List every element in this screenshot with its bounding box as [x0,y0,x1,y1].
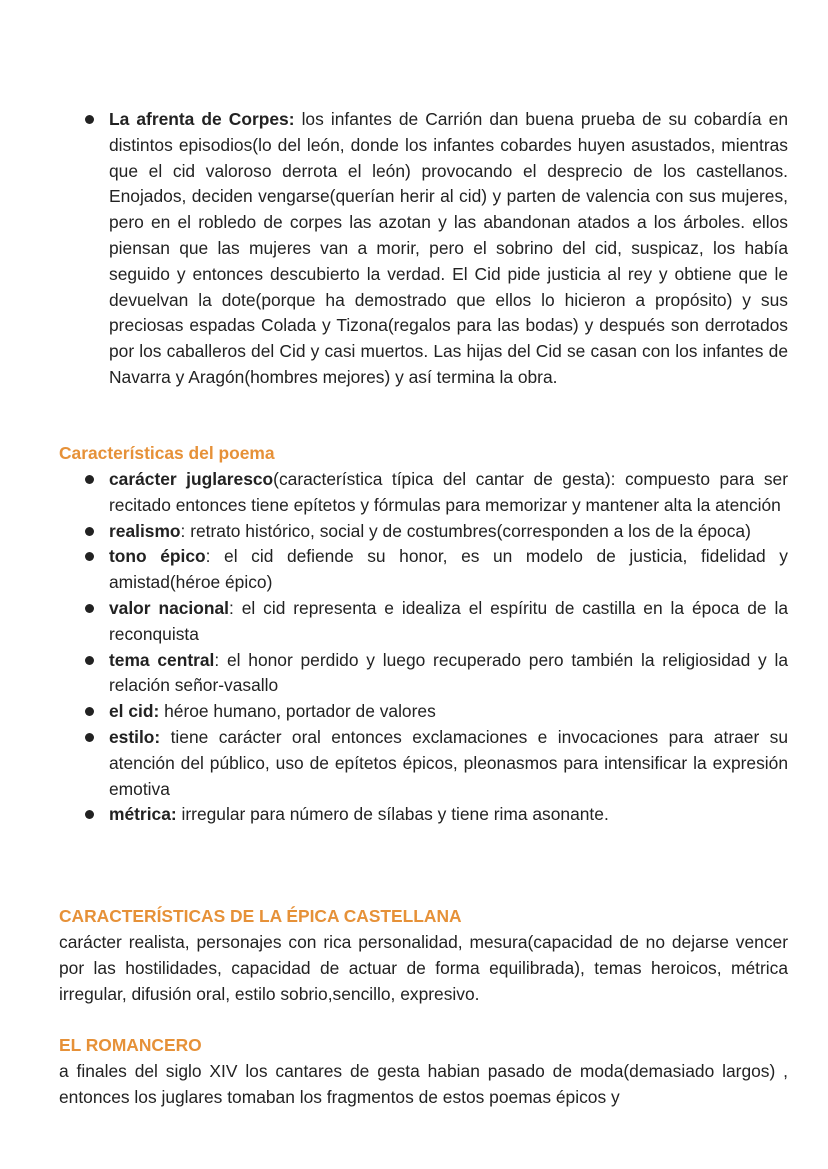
list-item [59,699,788,725]
afrenta-text: los infantes de Carrión dan buena prueba de su cobardía en distintos episodios(lo del león, donde los infantes cobardes huyen asustados, mientras que el cid valoroso derrota el león) provocando el desprecio de los castellanos. Enojados, deciden vengarse(querían herir al cid) y parten de valencia con sus mujeres, pero en el robledo de corpes las azotan y las abandonan atados a los árboles. ellos piensan que las mujeres van a morir, pero el sobrino del cid, suspicaz, los había seguido y entonces descubierto la verdad. El Cid pide justicia al rey y obtiene que le devuelvan la dote(porque ha demostrado que ellos lo hicieron a propósito) y sus preciosas espadas Colada y Tizona(regalos para las bodas) y después son derrotados por los caballeros del Cid y casi muertos. Las hijas del Cid se casan con los infantes de Navarra y Aragón(hombres mejores) y así termina la obra. [109,109,789,387]
item-term: tema central [109,649,215,670]
epica-castellana-paragraph: carácter realista, personajes con rica personalidad, mesura(capacidad de no dejarse vencer por las hostilidades, capacidad de actuar de forma equilibrada), temas heroicos, métrica irregular, difusión oral, estilo sobrio,sencillo, expresivo. [59,932,788,1004]
item-text: : el cid defiende su honor, es un modelo de justicia, fidelidad y amistad(héroe épico) [109,546,788,593]
item-text: héroe humano, portador de valores [159,701,436,722]
list-item [59,519,788,545]
afrenta-section [59,107,788,391]
item-term: métrica: [109,804,177,825]
romancero-heading: EL ROMANCERO [59,1035,202,1055]
item-term: valor nacional [109,597,229,618]
epica-castellana-section [59,930,788,1007]
item-text: : retrato histórico, social y de costumbres(corresponden a los de la época) [180,520,751,541]
bullet-dot-icon [85,733,94,742]
list-item [59,725,788,802]
bullet-dot-icon [85,707,94,716]
item-term: el cid: [109,701,160,722]
romancero-paragraph: a finales del siglo XIV los cantares de gesta habian pasado de moda(demasiado largos) , entonces los juglares tomaban los fragmentos de estos poemas épicos y [59,1061,788,1107]
list-item [59,544,788,596]
bullet-dot-icon [85,604,94,613]
afrenta-title: La afrenta de Corpes: [109,109,295,129]
bullet-dot-icon [85,527,94,536]
item-term: estilo: [109,726,161,747]
bullet-dot-icon [85,810,94,819]
item-text: tiene carácter oral entonces exclamaciones e invocaciones para atraer su atención del público, uso de epítetos épicos, pleonasmos para intensificar la expresión emotiva [109,726,788,799]
item-text: (característica típica del cantar de gesta): compuesto para ser recitado entonces tiene epítetos y fórmulas para memorizar y mantener alta la atención [109,469,788,515]
epica-castellana-heading: CARACTERÍSTICAS DE LA ÉPICA CASTELLANA [59,906,462,926]
item-text: irregular para número de sílabas y tiene rima asonante. [176,804,609,825]
bullet-dot-icon [85,475,94,484]
list-item [59,596,788,648]
romancero-section [59,1059,788,1111]
item-text: : el honor perdido y luego recuperado pero también la religiosidad y la relación señor-vasallo [109,649,788,696]
afrenta-bullet [59,107,788,391]
item-term: carácter juglaresco [109,469,274,489]
caracteristicas-poema-list [59,467,788,828]
list-item [59,467,788,519]
bullet-dot-icon [85,552,94,561]
afrenta-paragraph [109,107,788,391]
list-item [59,648,788,700]
list-item [59,802,788,828]
bullet-dot-icon [85,656,94,665]
item-term: tono épico [109,546,206,567]
item-text: : el cid representa e idealiza el espíritu de castilla en la época de la reconquista [109,597,788,644]
bullet-dot-icon [85,115,94,124]
item-term: realismo [109,520,181,541]
caracteristicas-poema-heading: Características del poema [59,443,275,463]
